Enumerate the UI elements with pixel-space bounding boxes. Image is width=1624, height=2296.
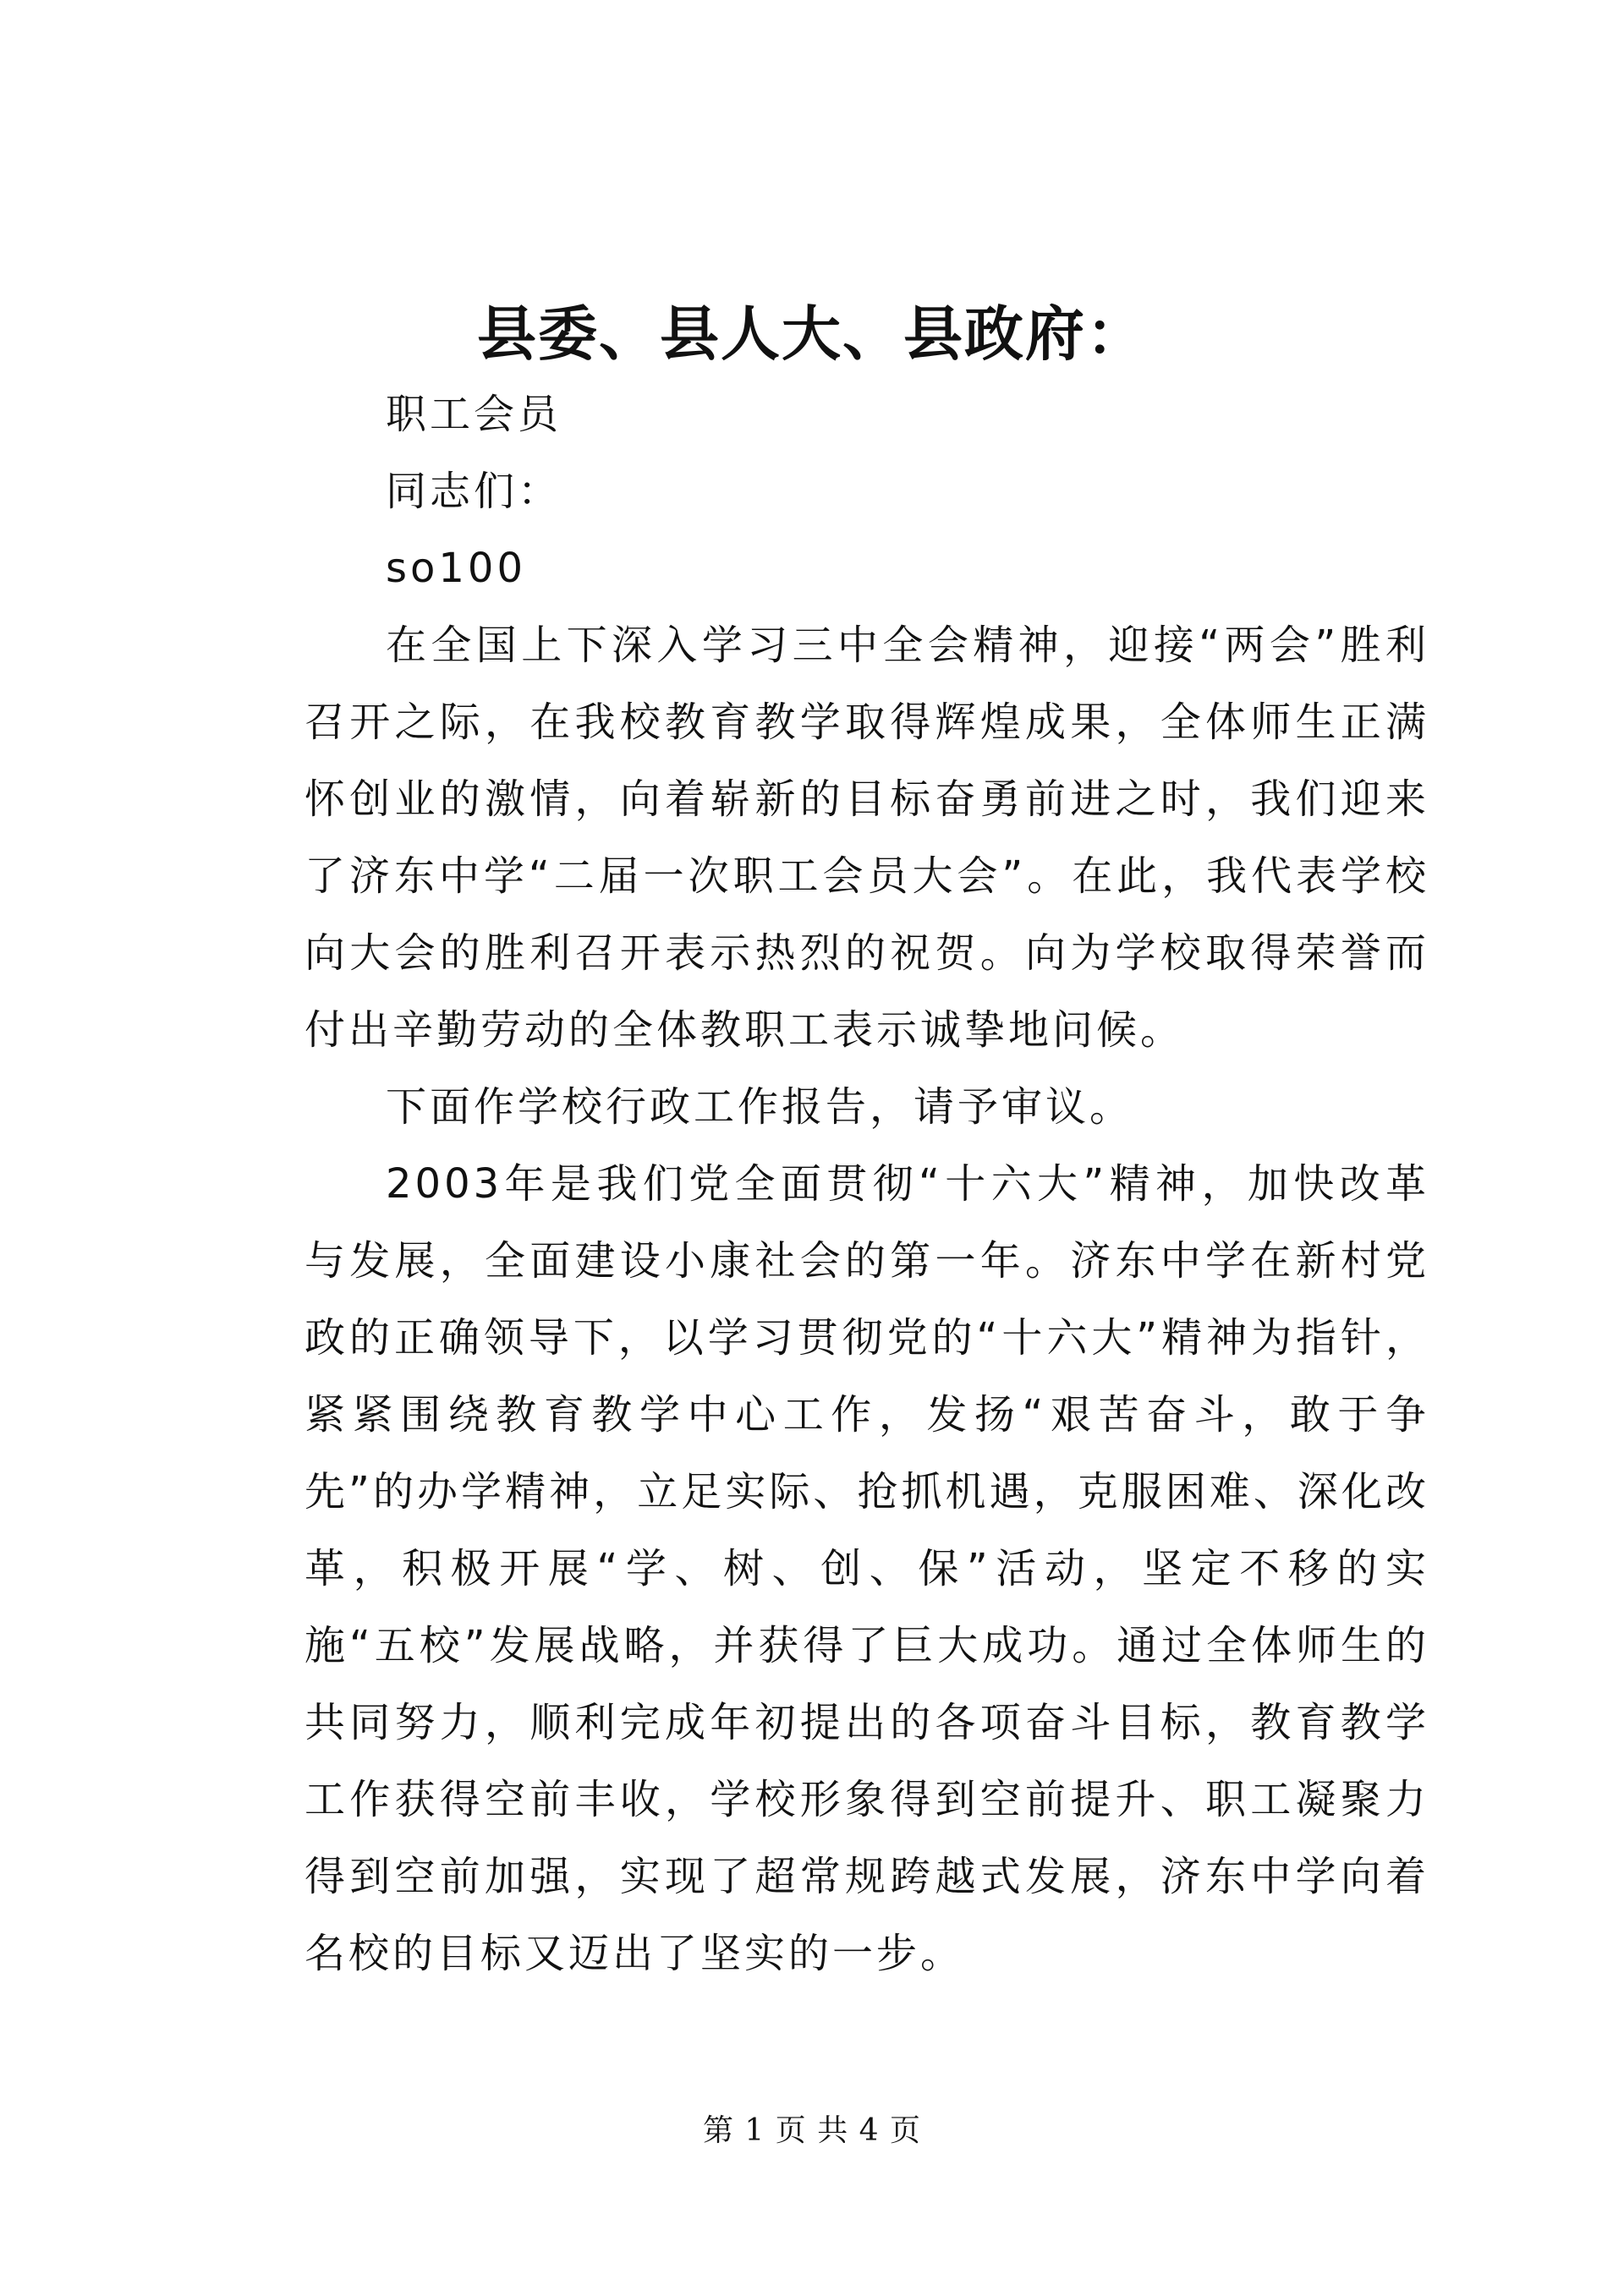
paragraph-opening: 在全国上下深入学习三中全会精神，迎接“两会”胜利召开之际，在我校教育教学取得辉煌成果，全体师生正满怀创业的激情，向着崭新的目标奋勇前进之时，我们迎来了济东中学“二届一次职工会员大会”。在此，我代表学校向大会的胜利召开表示热烈的祝贺。向为学校取得荣誉而付出辛勤劳动的全体教职工表示诚挚地问候。	[304, 622, 1429, 1054]
paragraph-report-intro: 下面作学校行政工作报告，请予审议。	[386, 1083, 1134, 1131]
paragraph-year-summary: 2003年是我们党全面贯彻“十六大”精神，加快改革与发展，全面建设小康社会的第一年。济东中学在新村党政的正确领导下，以学习贯彻党的“十六大”精神为指针，紧紧围绕教育教学中心工作，发扬“艰苦奋斗，敢于争先”的办学精神，立足实际、抢抓机遇，克服困难、深化改革，积极开展“学、树、创、保”活动，坚定不移的实施“五校”发展战略，并获得了巨大成功。通过全体师生的共同努力，顺利完成年初提出的各项奋斗目标，教育教学工作获得空前丰收，学校形象得到空前提升、职工凝聚力得到空前加强，实现了超常规跨越式发展，济东中学向着名校的目标又迈出了坚实的一步。	[304, 1160, 1429, 1977]
document-body	[304, 376, 1429, 1992]
page-footer: 第 1 页 共 4 页	[702, 2113, 922, 2148]
document-title: 县委、县人大、县政府：	[477, 299, 1147, 369]
paragraph-salutation: 同志们：	[386, 468, 562, 515]
paragraph-code: so100	[386, 545, 526, 592]
paragraph-recipient: 职工会员	[386, 391, 562, 438]
